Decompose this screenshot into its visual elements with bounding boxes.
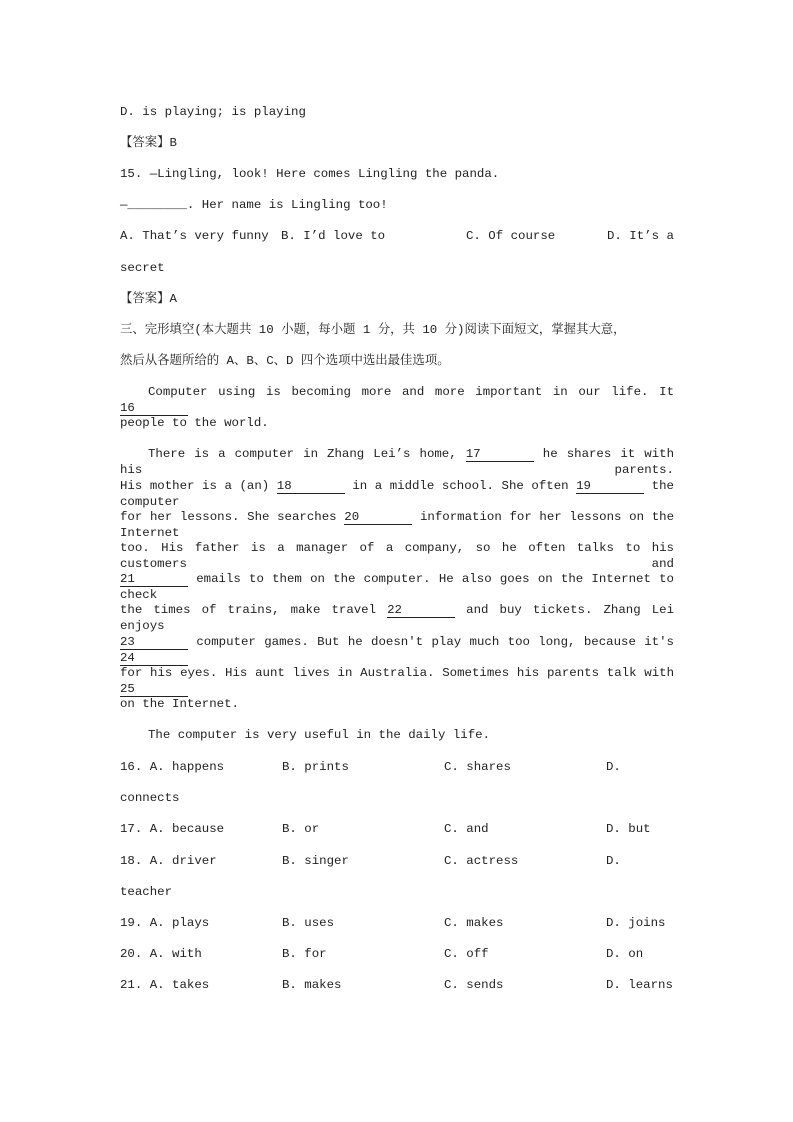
passage-line bbox=[120, 384, 674, 416]
passage-line bbox=[120, 571, 674, 603]
option-a: 19. A. plays bbox=[120, 916, 210, 930]
passage-line bbox=[120, 478, 674, 510]
blank-21: 21 bbox=[120, 572, 188, 587]
passage-text: in a middle school. She often bbox=[344, 478, 577, 493]
option-c: C. off bbox=[444, 947, 489, 962]
passage-text: There is a computer in Zhang Lei’s home, bbox=[148, 447, 466, 462]
passage-text: His mother is a (an) bbox=[120, 478, 277, 493]
passage-text: emails to them on the computer. He also goes on the Internet to check bbox=[120, 572, 674, 603]
blank-22: 22 bbox=[387, 603, 455, 618]
q14-option-d: D. is playing; is playing bbox=[120, 105, 306, 119]
passage-line bbox=[120, 634, 674, 666]
option-b: B. makes bbox=[282, 978, 342, 993]
passage-text: too. His father is a manager of a company, so he often talks to his customers and bbox=[120, 541, 674, 571]
blank-18: 18 bbox=[277, 479, 345, 494]
q15-reply: —________. Her name is Lingling too! bbox=[120, 198, 388, 212]
question-row bbox=[120, 853, 674, 869]
answer-14: 【答案】B bbox=[120, 136, 177, 150]
option-b: B. for bbox=[282, 947, 327, 962]
option-b: B. prints bbox=[282, 760, 349, 774]
option-d-wrap: connects bbox=[120, 791, 180, 806]
passage-text: information for her lessons on the Internet bbox=[120, 509, 675, 540]
option-c: C. shares bbox=[444, 760, 511, 774]
q15-option-b: B. I’d love to bbox=[281, 229, 386, 243]
option-b: B. or bbox=[282, 822, 320, 837]
passage-line bbox=[120, 727, 674, 743]
blank-17: 17 bbox=[466, 447, 534, 462]
q15-stem: 15. —Lingling, look! Here comes Lingling the panda. bbox=[120, 167, 500, 181]
option-c: C. makes bbox=[444, 916, 504, 930]
passage-line bbox=[120, 602, 674, 634]
blank-25: 25 bbox=[120, 682, 188, 697]
option-c: C. actress bbox=[444, 853, 519, 868]
q15-options bbox=[120, 228, 674, 244]
section-instructions: 然后从各题所给的 A、B、C、D 四个选项中选出最佳选项。 bbox=[120, 354, 450, 368]
blank-19: 19 bbox=[576, 479, 644, 494]
passage-text: the computer bbox=[120, 478, 674, 509]
option-c: C. and bbox=[444, 822, 489, 837]
passage-line bbox=[120, 509, 674, 541]
question-row bbox=[120, 821, 674, 837]
blank-24: 24 bbox=[120, 651, 188, 666]
blank-20: 20 bbox=[344, 510, 412, 525]
question-row bbox=[120, 946, 674, 962]
passage-text: he shares it with his parents. bbox=[120, 447, 675, 478]
option-d: D. on bbox=[606, 947, 644, 962]
blank-16: 16 bbox=[120, 401, 188, 416]
q15-option-a: A. That’s very funny bbox=[120, 229, 269, 243]
passage-text: computer games. But he doesn't play much too long, because it's bbox=[188, 634, 674, 649]
blank-23: 23 bbox=[120, 635, 188, 650]
passage-text: Computer using is becoming more and more important in our life. It bbox=[148, 385, 674, 399]
option-a: 16. A. happens bbox=[120, 760, 225, 774]
passage-line bbox=[120, 696, 674, 712]
question-row bbox=[120, 759, 674, 775]
passage-text: people to the world. bbox=[120, 416, 269, 431]
answer-15: 【答案】A bbox=[120, 292, 177, 306]
option-b: B. uses bbox=[282, 916, 335, 930]
passage-text: the times of trains, make travel bbox=[120, 603, 388, 618]
option-a: 17. A. because bbox=[120, 822, 225, 837]
option-d-wrap: teacher bbox=[120, 884, 173, 899]
passage-line bbox=[120, 446, 674, 478]
option-a: 18. A. driver bbox=[120, 853, 217, 868]
q15-option-d-wrap: secret bbox=[120, 261, 165, 275]
question-row bbox=[120, 915, 674, 931]
passage-line bbox=[120, 665, 674, 697]
section-title: 三、完形填空(本大题共 10 小题，每小题 1 分，共 10 分)阅读下面短文，掌握其大意， bbox=[120, 323, 626, 337]
option-d: D. bbox=[606, 853, 621, 868]
passage-text: The computer is very useful in the daily life. bbox=[148, 728, 491, 743]
passage-text: on the Internet. bbox=[120, 697, 239, 711]
option-d: D. bbox=[606, 760, 621, 774]
passage-line bbox=[120, 540, 674, 572]
passage-line bbox=[120, 415, 674, 431]
question-row bbox=[120, 977, 674, 993]
option-a: 20. A. with bbox=[120, 947, 202, 962]
option-d: D. but bbox=[606, 822, 651, 837]
option-a: 21. A. takes bbox=[120, 978, 210, 993]
q15-option-d: D. It’s a bbox=[607, 229, 674, 243]
passage-text: and buy tickets. Zhang Lei enjoys bbox=[120, 603, 675, 634]
option-b: B. singer bbox=[282, 853, 349, 868]
option-d: D. joins bbox=[606, 916, 666, 930]
q15-option-c: C. Of course bbox=[466, 229, 556, 243]
passage-text: for his eyes. His aunt lives in Australia. Sometimes his parents talk with bbox=[120, 665, 674, 680]
option-c: C. sends bbox=[444, 978, 504, 993]
passage-text: for her lessons. She searches bbox=[120, 509, 345, 524]
option-d: D. learns bbox=[606, 978, 673, 993]
